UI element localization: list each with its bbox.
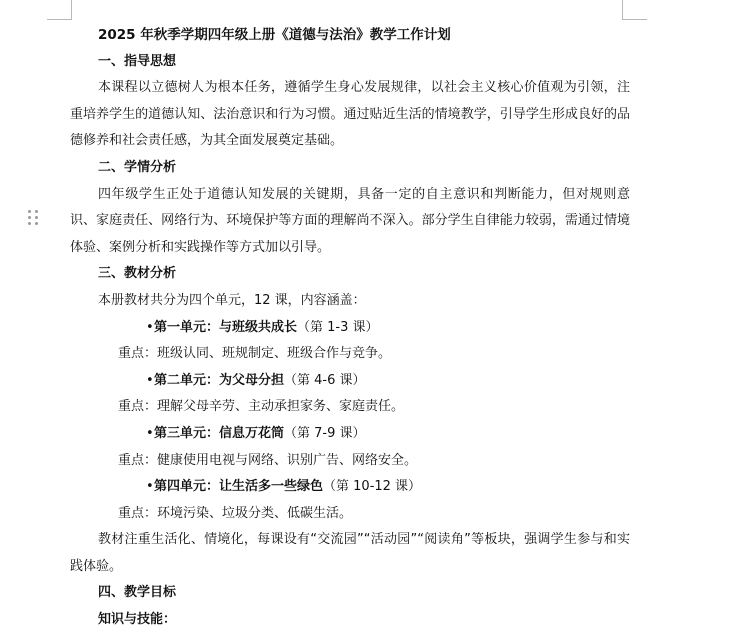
document-body[interactable] [70, 22, 630, 634]
paragraph-textbook-summary: 教材注重生活化、情境化，每课设有“交流园”“活动园”“阅读角”等板块，强调学生参与和实践体验。 [70, 532, 630, 574]
subheading-knowledge-skills: 知识与技能： [98, 612, 177, 628]
bullet-icon: • [146, 372, 154, 388]
unit-1-name: 第一单元：与班级共成长 [154, 319, 298, 335]
unit-2-item [70, 368, 630, 395]
section-heading-teaching-goals: 四、教学目标 [98, 585, 177, 601]
unit-3-lessons: （第 7-9 课） [284, 425, 366, 441]
unit-3-key-points: 重点：健康使用电视与网络、识别广告、网络安全。 [118, 452, 418, 468]
bullet-icon: • [146, 479, 154, 495]
section-heading-guiding-ideology: 一、指导思想 [98, 53, 177, 69]
section-heading-textbook-analysis: 三、教材分析 [98, 266, 177, 282]
document-title: 2025 年秋季学期四年级上册《道德与法治》教学工作计划 [98, 27, 451, 43]
unit-2-name: 第二单元：为父母分担 [154, 372, 285, 388]
unit-3-name: 第三单元：信息万花筒 [154, 425, 285, 441]
unit-2-lessons: （第 4-6 课） [284, 372, 366, 388]
bullet-icon: • [146, 425, 154, 441]
bullet-icon: • [146, 319, 154, 335]
paragraph-guiding-ideology: 本课程以立德树人为根本任务，遵循学生身心发展规律，以社会主义核心价值观为引领，注重培养学生的道德认知、法治意识和行为习惯。通过贴近生活的情境教学，引导学生形成良好的品德修养和社会责任感，为其全面发展奠定基础。 [70, 80, 630, 149]
unit-4-key-points: 重点：环境污染、垃圾分类、低碳生活。 [118, 505, 353, 521]
unit-3-item [70, 421, 630, 448]
unit-4-name: 第四单元：让生活多一些绿色 [154, 479, 324, 495]
unit-4-lessons: （第 10-12 课） [323, 479, 422, 495]
unit-1-key-points: 重点：班级认同、班规制定、班级合作与竞争。 [118, 346, 392, 362]
unit-4-item [70, 474, 630, 501]
textbook-intro: 本册教材共分为四个单元，12 课，内容涵盖： [98, 292, 366, 308]
section-heading-student-analysis: 二、学情分析 [98, 159, 177, 175]
unit-1-lessons: （第 1-3 课） [297, 319, 379, 335]
page-margin-corner-top-left [47, 0, 72, 20]
paragraph-drag-handle-icon[interactable] [28, 210, 40, 228]
page-margin-corner-top-right [622, 0, 647, 20]
unit-2-key-points: 重点：理解父母辛劳、主动承担家务、家庭责任。 [118, 399, 405, 415]
paragraph-student-analysis: 四年级学生正处于道德认知发展的关键期，具备一定的自主意识和判断能力，但对规则意识、家庭责任、网络行为、环境保护等方面的理解尚不深入。部分学生自律能力较弱，需通过情境体验、案例分析和实践操作等方式加以引导。 [70, 186, 630, 255]
unit-1-item [70, 315, 630, 342]
